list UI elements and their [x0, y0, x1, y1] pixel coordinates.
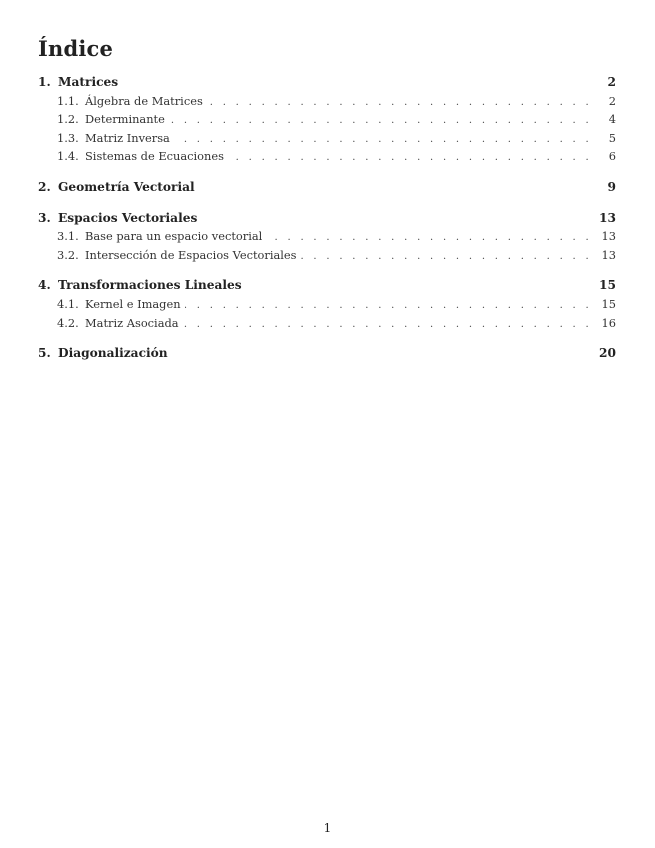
toc-section [38, 180, 616, 199]
toc-section [38, 346, 616, 365]
subsection-page: 4 [608, 112, 616, 127]
dot-leader [185, 300, 592, 311]
dot-leader [207, 97, 592, 108]
section-number: 2. [38, 179, 51, 194]
subsection-page: 16 [601, 315, 616, 330]
toc-section [38, 211, 616, 267]
subsection-label: Álgebra de Matrices [85, 93, 203, 108]
toc-subsection-entry[interactable] [38, 112, 616, 131]
subsection-label: Matriz Inversa [85, 130, 170, 145]
section-number: 1. [38, 75, 51, 89]
subsection-number: 1.1. [57, 93, 79, 108]
subsection-page: 13 [601, 229, 616, 244]
section-page: 20 [599, 346, 616, 361]
section-page: 13 [599, 210, 616, 225]
section-page: 2 [607, 75, 616, 89]
toc-section-entry[interactable] [38, 180, 616, 199]
subsection-label: Kernel e Imagen [85, 296, 181, 311]
dot-leader [183, 319, 592, 330]
section-page: 15 [599, 278, 616, 293]
section-number: 3. [38, 210, 51, 225]
subsection-label: Intersección de Espacios Vectoriales [85, 247, 297, 262]
section-label: Geometría Vectorial [58, 179, 195, 194]
subsection-number: 3.2. [57, 247, 79, 262]
subsection-number: 1.4. [57, 149, 79, 164]
toc-section-entry[interactable] [38, 75, 616, 94]
toc-subsection-entry[interactable] [38, 94, 616, 113]
toc-subsection-entry[interactable] [38, 229, 616, 248]
dot-leader [301, 251, 593, 262]
dot-leader [174, 134, 592, 145]
subsection-number: 1.2. [57, 112, 79, 127]
subsection-number: 4.1. [57, 296, 79, 311]
section-label: Espacios Vectoriales [58, 210, 198, 225]
toc-section-entry[interactable] [38, 211, 616, 230]
page-footer-number: 1 [323, 821, 332, 835]
section-label: Diagonalización [58, 346, 168, 361]
toc-subsection-entry[interactable] [38, 149, 616, 168]
subsection-label: Sistemas de Ecuaciones [85, 149, 224, 164]
section-label: Transformaciones Lineales [58, 278, 242, 293]
subsection-number: 4.2. [57, 315, 79, 330]
toc-section-entry[interactable] [38, 278, 616, 297]
subsection-number: 3.1. [57, 229, 79, 244]
toc-subsection-entry[interactable] [38, 297, 616, 316]
toc-subsection-entry[interactable] [38, 131, 616, 150]
toc-section-entry[interactable] [38, 346, 616, 365]
subsection-page: 6 [608, 149, 616, 164]
toc-title: Índice [38, 36, 114, 61]
toc-subsection-entry[interactable] [38, 248, 616, 267]
toc-subsection-entry[interactable] [38, 316, 616, 335]
subsection-label: Base para un espacio vectorial [85, 229, 263, 244]
section-label: Matrices [58, 75, 119, 89]
subsection-page: 15 [601, 296, 616, 311]
table-of-contents [38, 75, 616, 377]
subsection-page: 2 [608, 93, 616, 108]
dot-leader [169, 115, 592, 126]
subsection-page: 13 [601, 247, 616, 262]
section-number: 5. [38, 346, 51, 361]
toc-section [38, 75, 616, 168]
subsection-label: Matriz Asociada [85, 315, 179, 330]
dot-leader [228, 152, 592, 163]
subsection-page: 5 [608, 130, 616, 145]
subsection-label: Determinante [85, 112, 165, 127]
subsection-number: 1.3. [57, 130, 79, 145]
dot-leader [266, 232, 592, 243]
toc-section [38, 278, 616, 334]
section-page: 9 [607, 179, 616, 194]
section-number: 4. [38, 278, 51, 293]
